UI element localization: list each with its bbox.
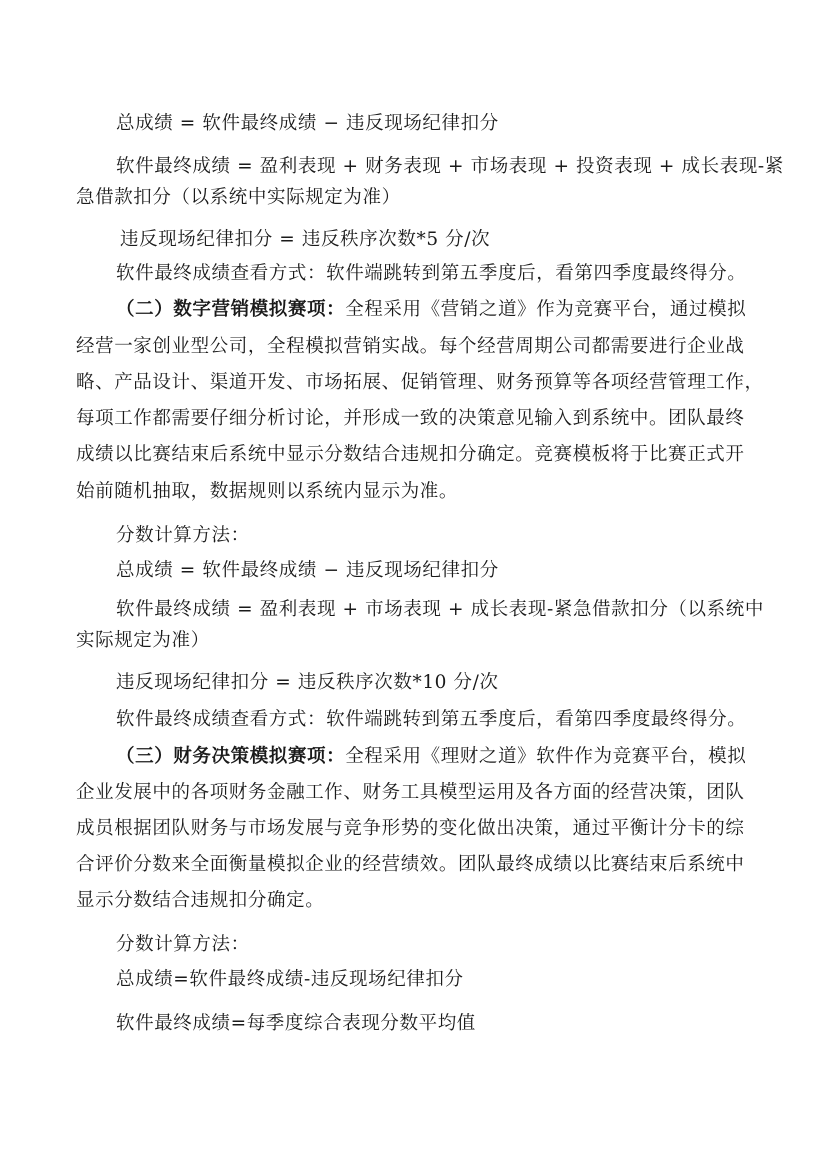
line-text: 合评价分数来全面衡量模拟企业的经营绩效。团队最终成绩以比赛结束后系统中: [76, 854, 745, 875]
line-text: 总成绩 = 软件最终成绩 − 违反现场纪律扣分: [116, 560, 499, 581]
text-line: [76, 853, 756, 877]
line-text: 全程采用《营销之道》作为竞赛平台，通过模拟: [345, 299, 747, 320]
line-text: 软件最终成绩=每季度综合表现分数平均值: [116, 1013, 476, 1034]
text-line: [76, 671, 796, 695]
text-line: [76, 629, 756, 653]
text-line: [76, 708, 796, 732]
text-line: [76, 186, 756, 210]
text-line: [76, 443, 756, 467]
line-text: 软件最终成绩 = 盈利表现 + 市场表现 + 成长表现-紧急借款扣分（以系统中: [116, 599, 764, 620]
line-text: 实际规定为准）: [76, 630, 210, 651]
line-text: 软件最终成绩 = 盈利表现 + 财务表现 + 市场表现 + 投资表现 + 成长表现-紧: [116, 156, 784, 177]
text-line: [76, 745, 796, 769]
line-text: 企业发展中的各项财务金融工作、财务工具模型运用及各方面的经营决策，团队: [76, 782, 745, 803]
line-text: 急借款扣分（以系统中实际规定为准）: [76, 187, 401, 208]
text-line: [76, 407, 756, 431]
text-line: [76, 480, 756, 504]
line-text: 违反现场纪律扣分 = 违反秩序次数*5 分/次: [120, 229, 491, 250]
section-heading: （三）财务决策模拟赛项：: [116, 746, 346, 767]
text-line: [76, 228, 800, 252]
line-text: 略、产品设计、渠道开发、市场拓展、促销管理、财务预算等各项经营管理工作，: [76, 372, 764, 393]
line-text: 总成绩 = 软件最终成绩 − 违反现场纪律扣分: [116, 113, 499, 134]
text-line: [76, 889, 756, 913]
text-line: [76, 559, 796, 583]
text-line: [76, 371, 764, 395]
section-heading: （二）数字营销模拟赛项：: [116, 299, 346, 320]
text-line: [76, 598, 796, 622]
text-line: [76, 933, 796, 957]
text-line: [76, 524, 796, 548]
line-text: 每项工作都需要仔细分析讨论，并形成一致的决策意见输入到系统中。团队最终: [76, 408, 745, 429]
line-text: 显示分数结合违规扣分确定。: [76, 890, 325, 911]
text-line: [76, 262, 796, 286]
text-line: [76, 817, 756, 841]
line-text: 软件最终成绩查看方式：软件端跳转到第五季度后，看第四季度最终得分。: [116, 709, 747, 730]
line-text: 软件最终成绩查看方式：软件端跳转到第五季度后，看第四季度最终得分。: [116, 263, 747, 284]
text-line: [76, 155, 796, 179]
text-line: [76, 335, 756, 359]
line-text: 总成绩=软件最终成绩-违反现场纪律扣分: [116, 969, 464, 990]
text-line: [76, 1012, 796, 1036]
line-text: 分数计算方法：: [116, 525, 250, 546]
text-line: [76, 968, 796, 992]
text-line: [76, 298, 796, 322]
line-text: 经营一家创业型公司，全程模拟营销实战。每个经营周期公司都需要进行企业战: [76, 336, 745, 357]
line-text: 成员根据团队财务与市场发展与竞争形势的变化做出决策，通过平衡计分卡的综: [76, 818, 745, 839]
line-text: 违反现场纪律扣分 = 违反秩序次数*10 分/次: [116, 672, 499, 693]
text-line: [76, 781, 756, 805]
line-text: 始前随机抽取，数据规则以系统内显示为准。: [76, 481, 459, 502]
line-text: 全程采用《理财之道》软件作为竞赛平台，模拟: [345, 746, 747, 767]
line-text: 分数计算方法：: [116, 934, 250, 955]
line-text: 成绩以比赛结束后系统中显示分数结合违规扣分确定。竞赛模板将于比赛正式开: [76, 444, 745, 465]
text-line: [76, 112, 796, 136]
